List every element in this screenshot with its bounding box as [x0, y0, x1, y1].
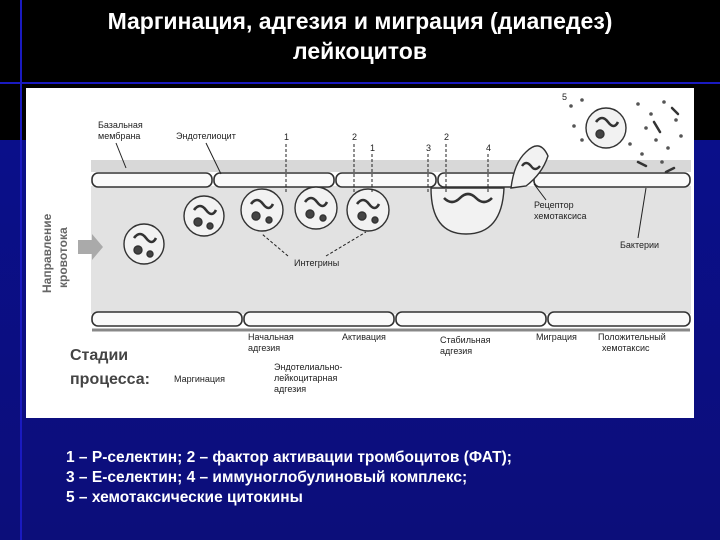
title-line-2: лейкоцитов: [293, 38, 427, 64]
stage-endo-leuko-2: лейкоцитарная: [274, 373, 338, 383]
stages-heading-1: Стадии: [70, 347, 129, 364]
leukocyte-cell: [124, 224, 164, 264]
label-receptor-1: Рецептор: [534, 200, 574, 210]
label-endotheliocyte: Эндотелиоцит: [176, 131, 236, 141]
stage-chemotaxis-2: хемотаксис: [602, 343, 650, 353]
leukocyte-cell: [295, 187, 337, 229]
legend: [66, 448, 512, 508]
label-bacteria: Бактерии: [620, 240, 660, 250]
title-line-1: Маргинация, адгезия и миграция (диапедез): [107, 8, 613, 34]
slide-title: [0, 6, 720, 66]
leukocyte-diagram: [26, 88, 694, 418]
decor-vertical-line: [20, 0, 22, 540]
marker-1b: 1: [370, 143, 376, 153]
decor-horizontal-line: [0, 82, 720, 84]
leukocyte-cell: [347, 189, 389, 231]
legend-line-2: 3 – Е-селектин; 4 – иммуноглобулиновый комплекс;: [66, 469, 468, 486]
label-receptor-2: хемотаксиса: [534, 211, 587, 221]
label-basal-membrane-2: мембрана: [98, 131, 141, 141]
stages-heading-2: процесса:: [70, 371, 150, 388]
chemotaxis-leukocyte: [586, 108, 626, 148]
marker-3: 3: [426, 143, 432, 153]
stage-stable-adhesion-1: Стабильная: [440, 335, 491, 345]
legend-line-1: 1 – Р-селектин; 2 – фактор активации тромбоцитов (ФАТ);: [66, 449, 512, 466]
vessel-lumen: [91, 186, 691, 314]
lower-endothelium: [92, 312, 690, 326]
stage-initial-adhesion-2: адгезия: [248, 343, 281, 353]
upper-endothelium: [92, 173, 690, 187]
marker-5: 5: [562, 92, 568, 102]
label-flow-2: кровотока: [56, 227, 70, 288]
stage-stable-adhesion-2: адгезия: [440, 346, 473, 356]
stage-margination: Маргинация: [174, 374, 225, 384]
stage-endo-leuko-3: адгезия: [274, 384, 307, 394]
diagram-panel: [26, 88, 694, 418]
marker-1a: 1: [284, 132, 290, 142]
stage-activation: Активация: [342, 332, 386, 342]
legend-line-3: 5 – хемотаксические цитокины: [66, 489, 303, 506]
stage-endo-leuko-1: Эндотелиально-: [274, 362, 343, 372]
label-flow-1: Направление: [40, 213, 54, 293]
stage-chemotaxis-1: Положительный: [598, 332, 666, 342]
leukocyte-cell: [184, 196, 224, 236]
label-integrins: Интегрины: [294, 258, 340, 268]
marker-2b: 2: [444, 132, 450, 142]
stage-initial-adhesion-1: Начальная: [248, 332, 294, 342]
upper-shade: [91, 160, 691, 172]
leukocyte-cell: [241, 189, 283, 231]
marker-4: 4: [486, 143, 492, 153]
marker-2a: 2: [352, 132, 358, 142]
stage-migration: Миграция: [536, 332, 577, 342]
label-basal-membrane-1: Базальная: [98, 120, 143, 130]
